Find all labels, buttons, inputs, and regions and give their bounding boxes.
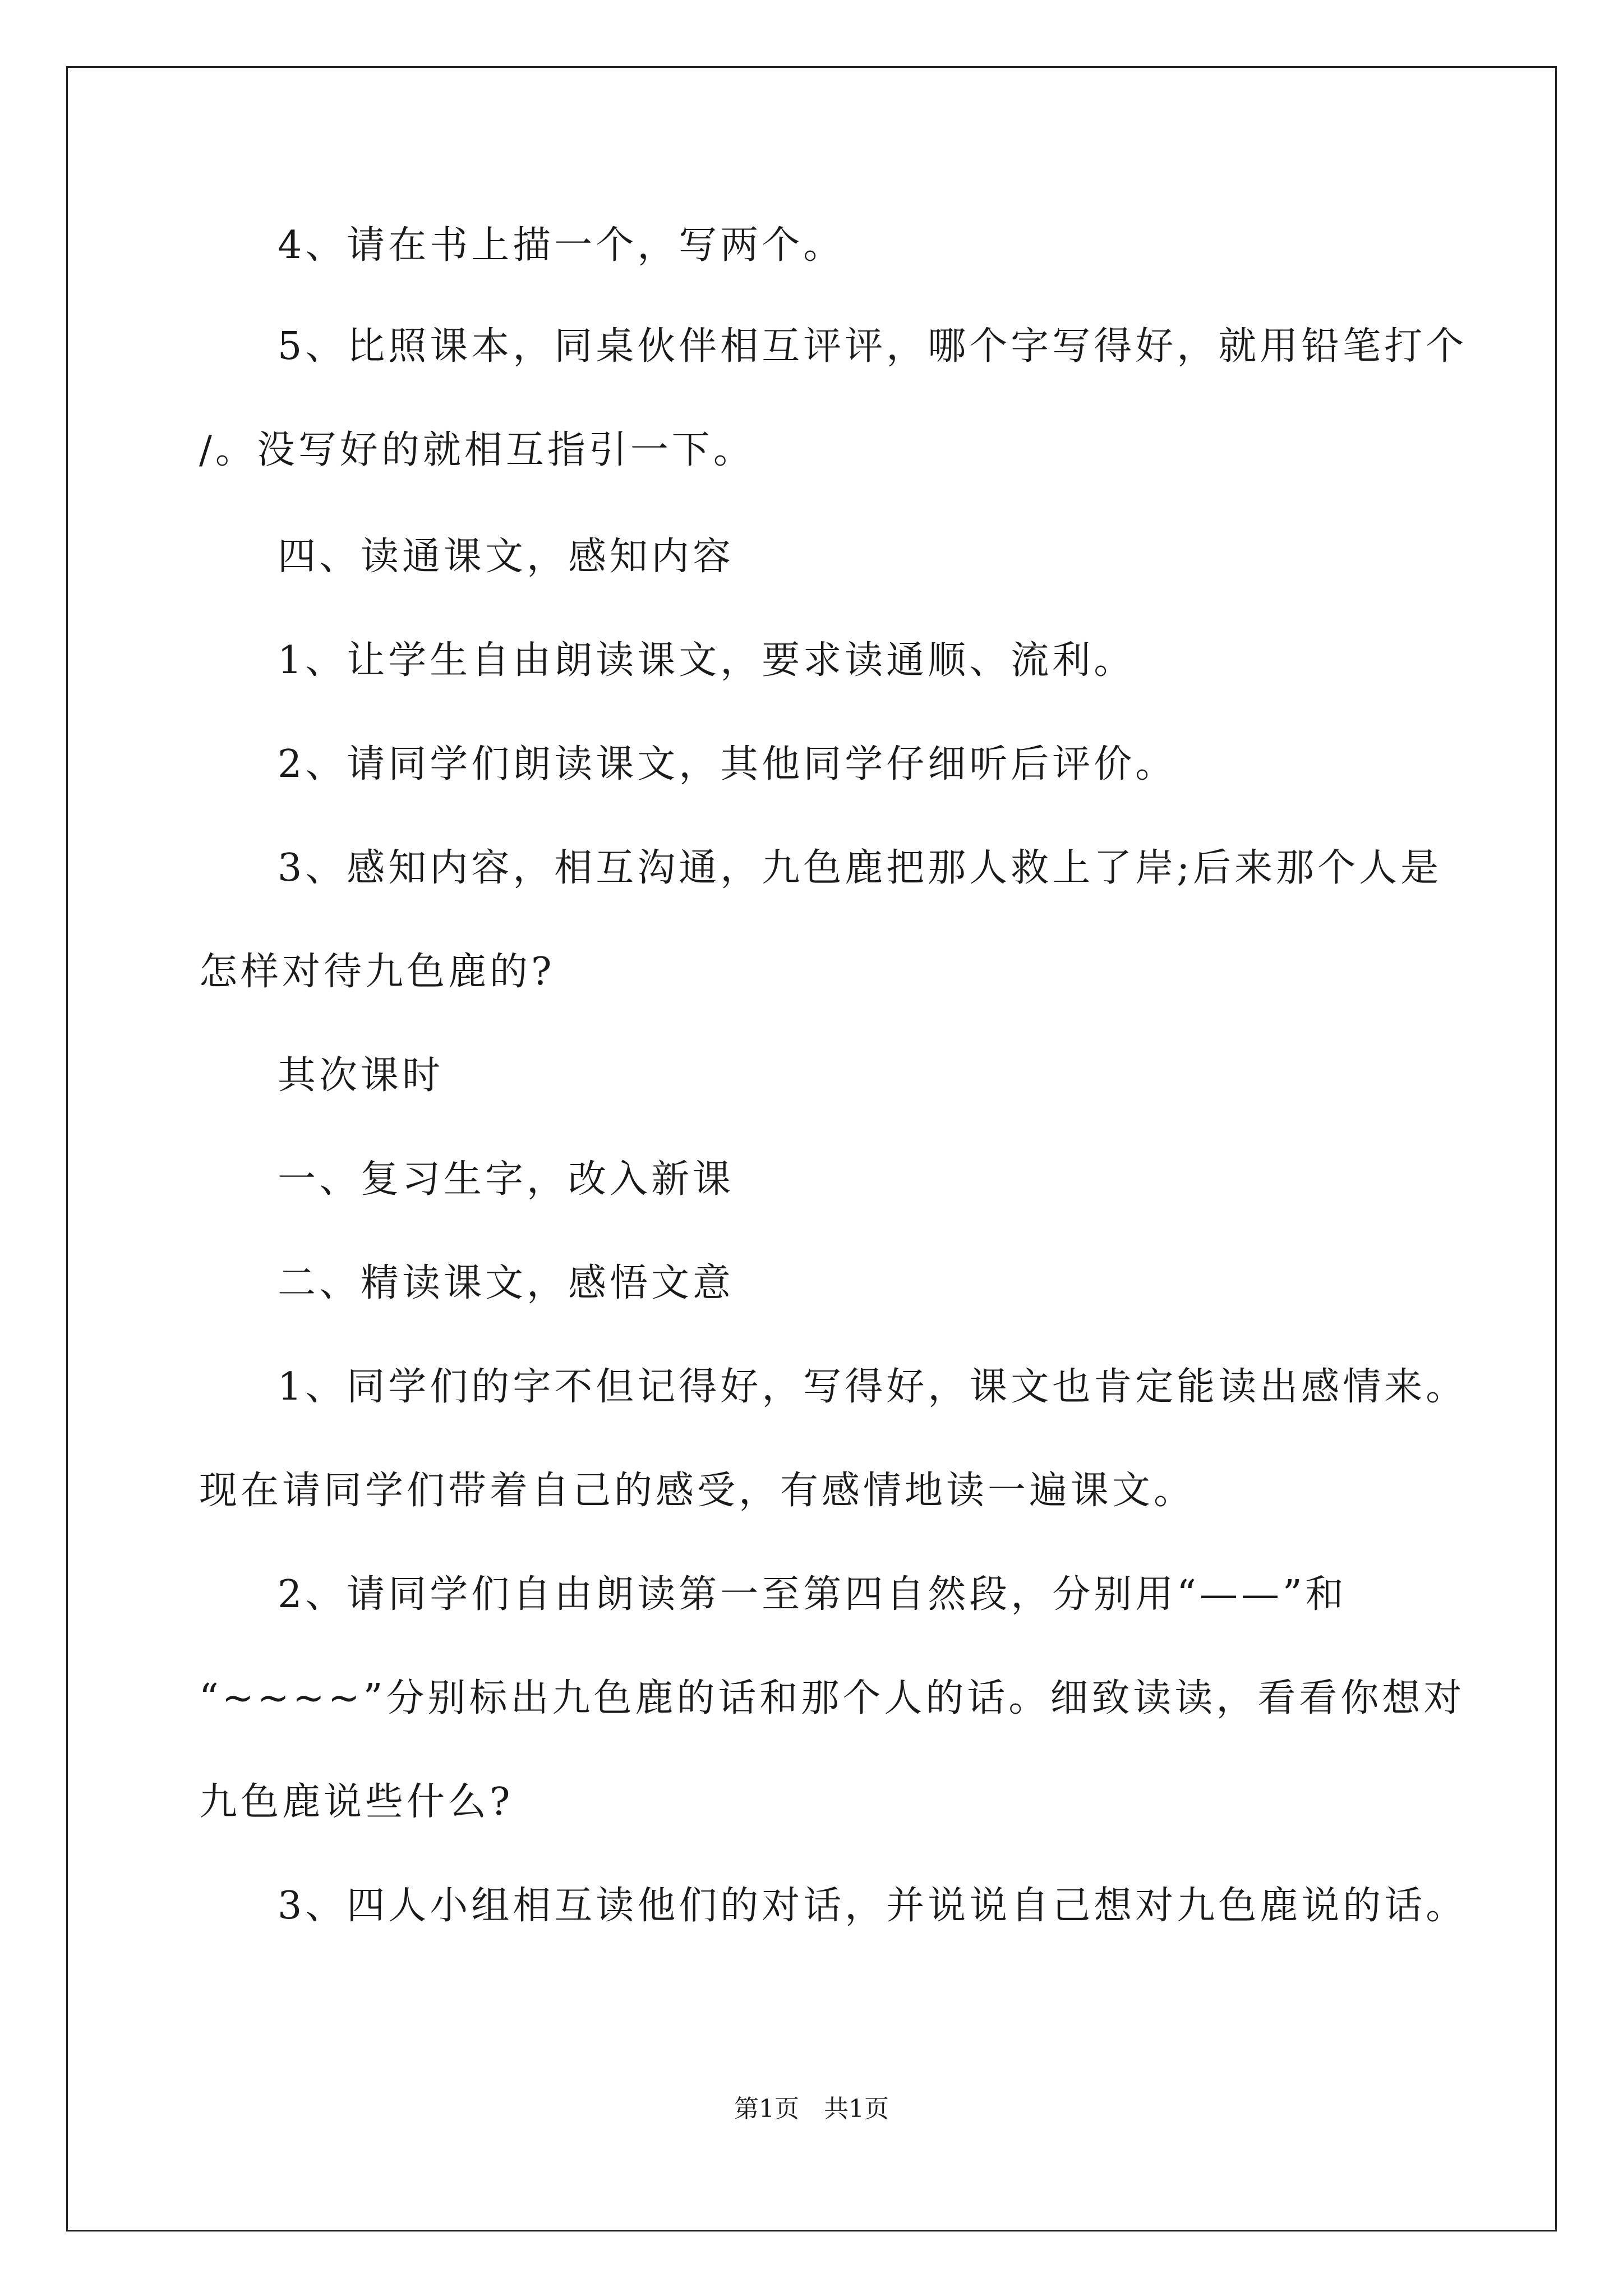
paragraph-line: 怎样对待九色鹿的?: [199, 950, 555, 994]
section-heading: 一、复习生字，改入新课: [278, 1157, 735, 1202]
section-heading: 四、读通课文，感知内容: [278, 535, 735, 579]
paragraph-line: 九色鹿说些什么?: [199, 1780, 514, 1824]
paragraph-line: 现在请同学们带着自己的感受，有感情地读一遍课文。: [199, 1469, 1196, 1513]
paragraph-line: 2、请同学们朗读课文，其他同学仔细听后评价。: [278, 742, 1177, 786]
paragraph-line: 1、让学生自由朗读课文，要求读通顺、流利。: [278, 638, 1136, 683]
section-heading: 其次课时: [278, 1053, 444, 1098]
paragraph-line: 5、比照课本，同桌伙伴相互评评，哪个字写得好，就用铅笔打个: [278, 324, 1468, 369]
page-number-footer: 第1页 共1页: [734, 2095, 889, 2123]
paragraph-line: 3、四人小组相互读他们的对话，并说说自己想对九色鹿说的话。: [278, 1884, 1468, 1928]
paragraph-line: /。没写好的就相互指引一下。: [199, 428, 755, 472]
paragraph-line: 3、感知内容，相互沟通，九色鹿把那人救上了岸;后来那个人是: [278, 846, 1442, 890]
paragraph-line: 1、同学们的字不但记得好，写得好，课文也肯定能读出感情来。: [278, 1365, 1468, 1409]
paragraph-line: 4、请在书上描一个，写两个。: [278, 223, 845, 268]
paragraph-line: 2、请同学们自由朗读第一至第四自然段，分别用“——”和: [278, 1572, 1347, 1617]
paragraph-line: “~~~~”分别标出九色鹿的话和那个人的话。细致读读，看看你想对: [199, 1676, 1465, 1720]
section-heading: 二、精读课文，感悟文意: [278, 1261, 735, 1305]
